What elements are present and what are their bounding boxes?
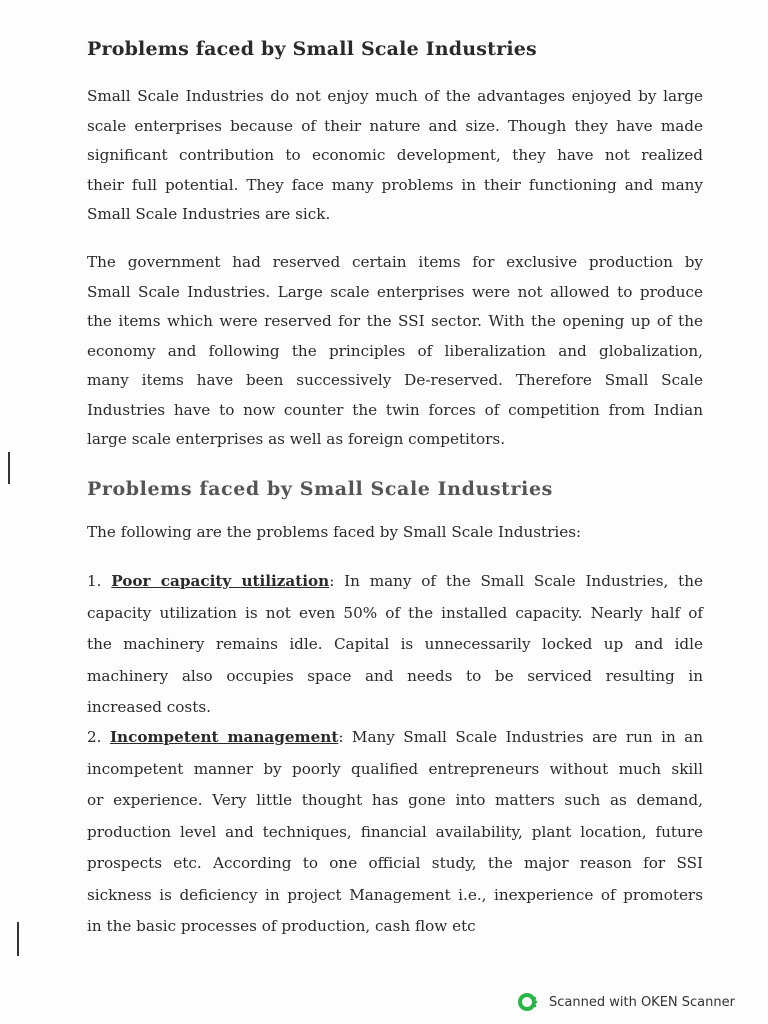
- text-line: : Many Small Scale Industries are run in an: [338, 728, 704, 746]
- text-line: sickness is deficiency in project Management i.e., inexperience of promoters: [87, 885, 703, 904]
- text-line: machinery also occupies space and needs to be serviced resulting in: [87, 666, 703, 685]
- text-line: incompetent manner by poorly qualified entrepreneurs without much skill: [87, 759, 703, 778]
- scan-mark: [8, 452, 10, 484]
- point-2: [87, 722, 703, 943]
- text-line: The following are the problems faced by Small Scale Industries:: [87, 523, 582, 541]
- section-heading: Problems faced by Small Scale Industries: [87, 478, 553, 500]
- text-line: Industries have to now counter the twin forces of competition from Indian: [87, 400, 703, 419]
- intro-text: [87, 518, 703, 548]
- text-line: the items which were reserved for the SSI sector. With the opening up of the: [87, 312, 703, 330]
- oken-logo-icon: [517, 991, 539, 1013]
- text-line: scale enterprises because of their nature and size. Though they have made: [87, 116, 703, 135]
- text-line: large scale enterprises as well as foreign competitors.: [87, 430, 506, 448]
- text-line: production level and techniques, financial availability, plant location, future: [87, 822, 703, 841]
- scan-mark: [17, 922, 19, 956]
- point-title: Incompetent management: [109, 728, 339, 746]
- text-line: Small Scale Industries do not enjoy much of the advantages enjoyed by large: [87, 87, 703, 105]
- text-line: many items have been successively De-reserved. Therefore Small Scale: [87, 371, 703, 389]
- page-title: Problems faced by Small Scale Industries: [87, 38, 537, 60]
- point-title: Poor capacity utilization: [111, 572, 330, 590]
- point-number: 2.: [87, 728, 102, 746]
- text-line: or experience. Very little thought has gone into matters such as demand,: [87, 791, 703, 809]
- text-line: significant contribution to economic development, they have not realized: [87, 146, 703, 164]
- text-line: Small Scale Industries. Large scale enterprises were not allowed to produce: [87, 282, 703, 301]
- paragraph-1: [87, 82, 703, 230]
- text-line: the machinery remains idle. Capital is unnecessarily locked up and idle: [87, 635, 703, 653]
- scanner-watermark: [517, 991, 735, 1013]
- text-line: Small Scale Industries are sick.: [87, 205, 331, 223]
- text-line: prospects etc. According to one official study, the major reason for SSI: [87, 854, 703, 872]
- text-line: : In many of the Small Scale Industries, the: [329, 572, 703, 590]
- text-line: capacity utilization is not even 50% of the installed capacity. Nearly half of: [87, 603, 703, 622]
- text-line: economy and following the principles of liberalization and globalization,: [87, 341, 703, 360]
- point-number: 1.: [87, 572, 102, 590]
- watermark-text: Scanned with OKEN Scanner: [549, 994, 735, 1010]
- text-line: increased costs.: [87, 698, 211, 716]
- text-line: their full potential. They face many problems in their functioning and many: [87, 175, 703, 194]
- paragraph-2: [87, 248, 703, 455]
- point-1: [87, 566, 703, 724]
- text-line: in the basic processes of production, cash flow etc: [87, 917, 476, 935]
- text-line: The government had reserved certain items for exclusive production by: [87, 253, 703, 271]
